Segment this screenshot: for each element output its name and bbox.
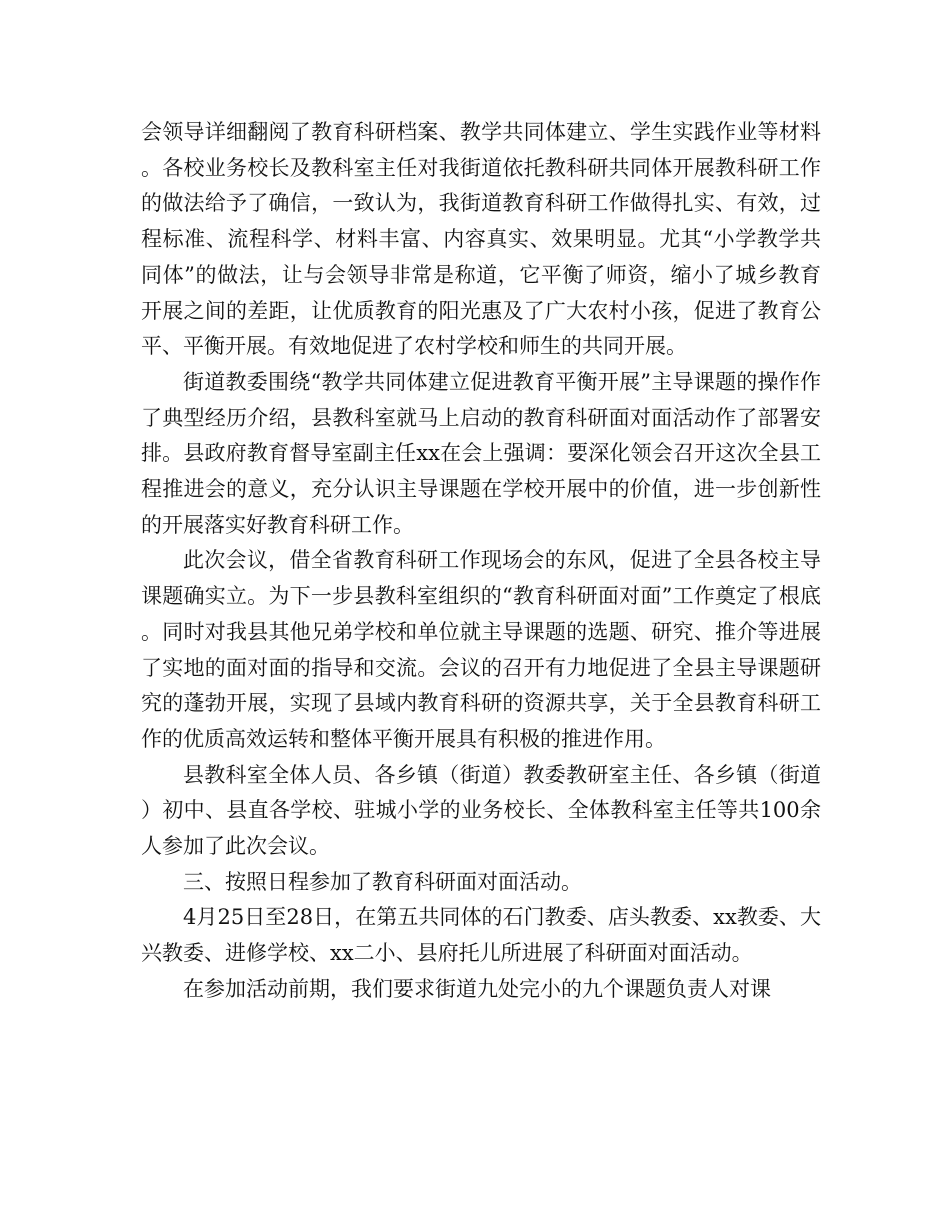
document-body — [141, 115, 821, 1008]
paragraph-7: 在参加活动前期，我们要求街道九处完小的九个课题负责人对课 — [183, 976, 771, 1001]
paragraph-1: 会领导详细翻阅了教育科研档案、教学共同体建立、学生实践作业等材料。各校业务校长及教科室主任对我街道依托教科研共同体开展教科研工作的做法给予了确信，一致认为，我街道教育科研工作做得扎实、有效，过程标准、流程科学、材料丰富、内容真实、效果明显。尤其“小学教学共同体”的做法，让与会领导非常是称道，它平衡了师资，缩小了城乡教育开展之间的差距，让优质教育的阳光惠及了广大农村小孩，促进了教育公平、平衡开展。有效地促进了农村学校和师生的共同开展。 — [141, 120, 821, 359]
paragraph-4: 县教科室全体人员、各乡镇（街道）教委教研室主任、各乡镇（街道）初中、县直各学校、驻城小学的业务校长、全体教科室主任等共100余人参加了此次会议。 — [141, 762, 821, 859]
paragraph-6: 4月25日至28日，在第五共同体的石门教委、店头教委、xx教委、大兴教委、进修学校、xx二小、县府托儿所进展了科研面对面活动。 — [141, 905, 821, 966]
paragraph-3: 此次会议，借全省教育科研工作现场会的东风，促进了全县各校主导课题确实立。为下一步县教科室组织的“教育科研面对面”工作奠定了根底。同时对我县其他兄弟学校和单位就主导课题的选题、研究、推介等进展了实地的面对面的指导和交流。会议的召开有力地促进了全县主导课题研究的蓬勃开展，实现了县域内教育科研的资源共享，关于全县教育科研工作的优质高效运转和整体平衡开展具有积极的推进作用。 — [141, 548, 821, 751]
paragraph-2: 街道教委围绕“教学共同体建立促进教育平衡开展”主导课题的操作作了典型经历介绍，县教科室就马上启动的教育科研面对面活动作了部署安排。县政府教育督导室副主任xx在会上强调：要深化领会召开这次全县工程推进会的意义，充分认识主导课题在学校开展中的价值，进一步创新性的开展落实好教育科研工作。 — [141, 369, 821, 537]
paragraph-5: 三、按照日程参加了教育科研面对面活动。 — [183, 869, 582, 894]
